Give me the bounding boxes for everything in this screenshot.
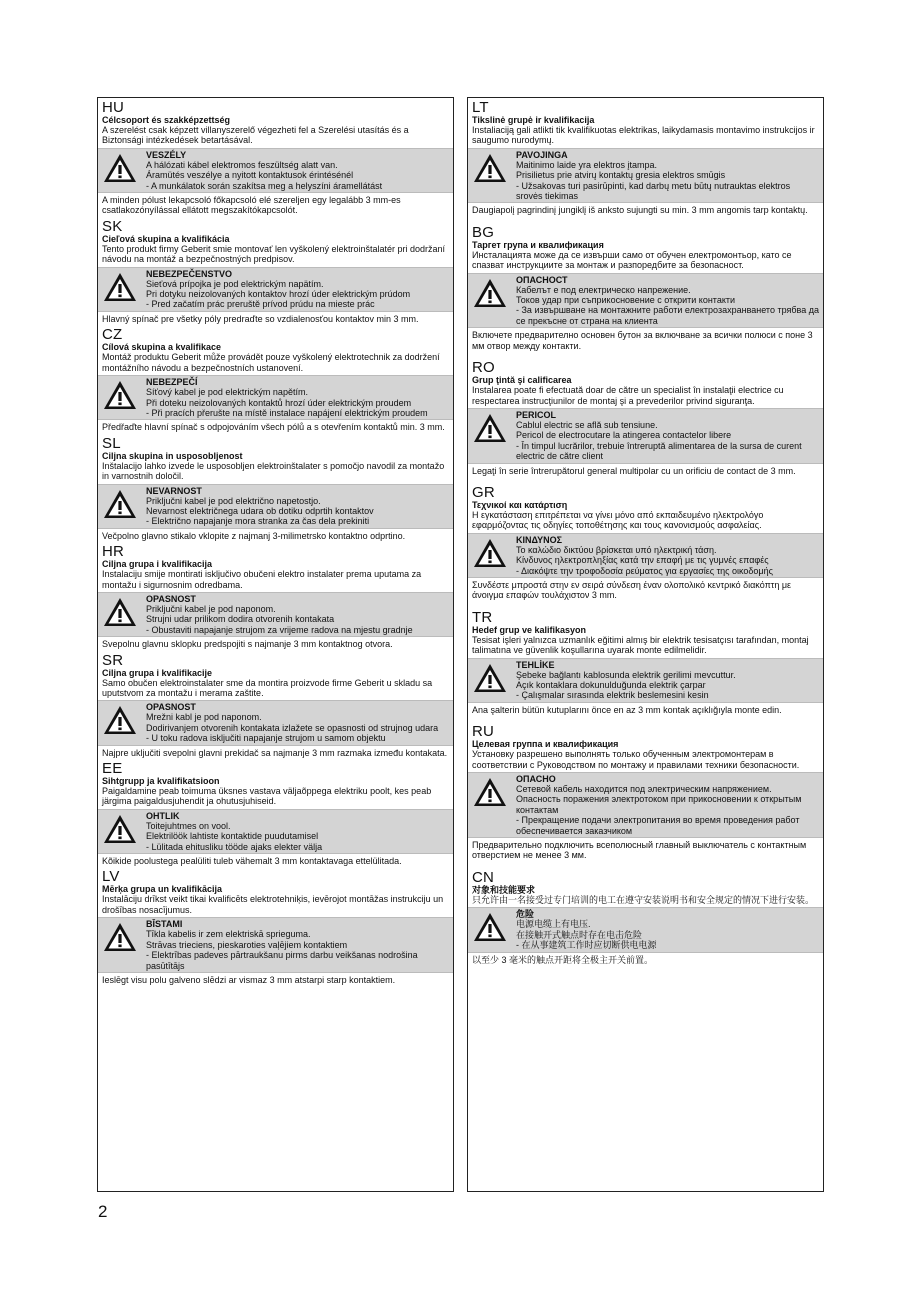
- section-intro: Instalaciju smije montirati isključivo obučeni elektro instalater prema uputama za montažu i sigurnosnim odredbama.: [102, 569, 422, 590]
- warning-title: OPASNOST: [146, 702, 196, 713]
- language-code: BG: [472, 223, 495, 241]
- warning-title: NEVARNOST: [146, 485, 202, 496]
- warning-triangle-icon: [102, 271, 138, 308]
- warning-line: Priključni kabel je pod električno napetostjo.: [146, 495, 321, 506]
- main-switch-note: Hlavný spínač pre všetky póly predraďte so vzdialenosťou kontaktov min 3 mm.: [102, 313, 419, 324]
- warning-box: [468, 658, 823, 703]
- warning-lines: [516, 784, 819, 836]
- warning-line: A hálózati kábel elektromos feszültség alatt van.: [146, 159, 338, 170]
- warning-lines: [146, 712, 449, 743]
- warning-title: 危险: [516, 909, 535, 920]
- warning-line: Áramütés veszélye a nyitott kontaktusok érintésénél: [146, 170, 354, 181]
- main-switch-note: Включете предварително основен бутон за включване за всички полюси с поне 3 мм отвор между контакти.: [472, 330, 813, 351]
- language-section: [98, 867, 453, 986]
- section-intro: Tento produkt firmy Geberit smie montovať len vyškolený elektroinštalatér pri dodržaní návodu na montáž a bezpečnostných predpisov.: [102, 243, 446, 265]
- section-intro: Instalāciju drīkst veikt tikai kvalificēts elektrotehniķis, ievērojot montāžas instrukciju un drošības nosacījumus.: [102, 894, 444, 915]
- language-section: [468, 223, 823, 352]
- language-code: RU: [472, 723, 495, 741]
- section-subtitle: Cieľová skupina a kvalifikácia: [102, 233, 230, 244]
- warning-box: [98, 148, 453, 193]
- language-code: LT: [472, 99, 489, 116]
- warning-line: Dodirivanjem otvorenih kontakata izlažete se opasnosti od strujnog udara: [146, 722, 439, 733]
- section-intro: Инсталацията може да се извърши само от обучен електромонтьор, като се спазват инструкциите за монтаж и разпоредбите за безопасност.: [472, 249, 792, 271]
- warning-triangle-icon: [102, 596, 138, 633]
- warning-line: Şebeke bağlantı kablosunda elektrik gerilimi mevcuttur.: [516, 669, 736, 680]
- section-subtitle: Grup ţintă şi calificarea: [472, 375, 572, 386]
- warning-title: TEHLİKE: [516, 659, 555, 670]
- language-section: [468, 98, 823, 217]
- warning-line: - Pred začatím prác preruště prívod prúdu na mieste prác: [146, 299, 375, 310]
- warning-box: [468, 772, 823, 838]
- warning-line: 电源电缆上有电压.: [516, 919, 591, 930]
- warning-title: ОПАСНО: [516, 774, 556, 785]
- warning-line: Κίνδυνος ηλεκτροπληξίας κατά την επαφή με τις γυμνές επαφές: [516, 555, 769, 566]
- warning-triangle-icon: [102, 704, 138, 741]
- warning-lines: [146, 387, 449, 418]
- section-subtitle: Sihtgrupp ja kvalifikatsioon: [102, 776, 220, 787]
- main-switch-note: Ana şalterin bütün kutuplarını önce en az 3 mm kontak açıklığıyla monte edin.: [472, 704, 782, 715]
- warning-box: [98, 700, 453, 745]
- warning-box: [98, 809, 453, 854]
- warning-triangle-icon: [472, 776, 508, 813]
- warning-triangle-icon: [472, 662, 508, 699]
- warning-line: Pri dotyku neizolovaných kontaktov hrozí úder elektrickým prúdom: [146, 289, 411, 300]
- language-section: [98, 542, 453, 650]
- section-subtitle: Tikslinė grupė ir kvalifikacija: [472, 115, 595, 125]
- warning-title: PERICOL: [516, 409, 557, 420]
- section-subtitle: Ciljna skupina in usposobljenost: [102, 450, 243, 461]
- warning-triangle-icon: [472, 277, 508, 314]
- warning-lines: [516, 160, 819, 202]
- language-code: CN: [472, 868, 495, 886]
- warning-line: Sieťová prípojka je pod elektrickým napätím.: [146, 278, 324, 289]
- language-code: SL: [102, 434, 121, 452]
- warning-box: [98, 267, 453, 312]
- warning-line: Токов удар при съприкосновение с открити контакти: [516, 295, 736, 306]
- section-intro: Inštalacijo lahko izvede le usposobljen elektroinštalater s pomočjo navodil za montažo in varnostnih določil.: [102, 460, 445, 482]
- warning-triangle-icon: [102, 813, 138, 850]
- section-subtitle: Célcsoport és szakképzettség: [102, 115, 231, 125]
- warning-box: [468, 148, 823, 204]
- language-code: RO: [472, 359, 495, 377]
- main-switch-note: A minden pólust lekapcsoló főkapcsoló elé szereljen egy legalább 3 mm-es csatlakozónyílással ellátott megszakítókapcsolót.: [102, 195, 401, 216]
- warning-lines: [146, 929, 449, 971]
- warning-line: - În timpul lucrărilor, trebuie întreruptă alimentarea de la sursa de curent electric de către client: [516, 440, 802, 462]
- warning-triangle-icon: [472, 152, 508, 189]
- language-code: TR: [472, 608, 493, 626]
- warning-lines: [516, 545, 819, 576]
- warning-line: Při doteku neizolovaných kontaktů hrozí úder elektrickým proudem: [146, 397, 412, 408]
- left-column: [97, 97, 454, 1192]
- language-section: [468, 358, 823, 477]
- section-intro: Tesisat işleri yalnızca uzmanlık eğitimi almış bir elektrik tesisatçısı tarafından, montaj talimatına ve güvenlik koşullarına uyarak monte edilmelidir.: [472, 634, 809, 656]
- section-intro: A szerelést csak képzett villanyszerelő végezheti fel a Szerelési utasítás és a Biztonsági intézkedések betartásával.: [102, 125, 409, 146]
- warning-line: Tīkla kabelis ir zem elektriskā sprieguma.: [146, 929, 311, 940]
- section-subtitle: 对象和技能要求: [472, 884, 536, 895]
- warning-line: - Διακόψτε την τροφοδοσία ρεύματος για εργασίες της οικοδομής: [516, 565, 773, 576]
- warning-box: [468, 273, 823, 329]
- warning-title: NEBEZPEČÍ: [146, 377, 198, 388]
- warning-lines: [146, 604, 449, 635]
- warning-line: 在接触开式触点时存在电击危险: [516, 929, 643, 940]
- warning-box: [98, 917, 453, 973]
- section-subtitle: Mērķa grupa un kvalifikācija: [102, 884, 223, 895]
- section-subtitle: Целевая группа и квалификация: [472, 739, 619, 750]
- warning-line: Cablul electric se află sub tensiune.: [516, 419, 658, 430]
- warning-lines: [516, 420, 819, 462]
- warning-title: VESZÉLY: [146, 149, 187, 160]
- page-number: 2: [98, 1202, 108, 1221]
- warning-line: - Obustaviti napajanje strujom za vrijeme radova na mjestu gradnje: [146, 624, 413, 635]
- language-code: GR: [472, 483, 495, 501]
- warning-line: Strāvas trieciens, pieskaroties vaļējiem kontaktiem: [146, 939, 348, 950]
- warning-title: OPASNOST: [146, 593, 196, 604]
- warning-lines: [146, 821, 449, 852]
- main-switch-note: Συνδέστε μπροστά στην εν σειρά σύνδεση έναν ολοπολικό κεντρικό διακόπτη με άνοιγμα επαφών τουλάχιστον 3 mm.: [472, 579, 792, 601]
- warning-line: - Při pracích přerušte na místě instalace napájení elektrickým proudem: [146, 407, 428, 418]
- section-subtitle: Таргет група и квалификация: [472, 239, 604, 250]
- main-switch-note: Kõikide poolustega pealüliti tuleb vähemalt 3 mm kontaktavaga ettelülitada.: [102, 856, 402, 867]
- warning-title: OHTLIK: [146, 810, 180, 821]
- warning-line: - Çalışmalar sırasında elektrik beslemesini kesin: [516, 690, 709, 701]
- warning-title: ОПАСНОСТ: [516, 274, 568, 285]
- language-section: [98, 217, 453, 325]
- section-subtitle: Hedef grup ve kalifikasyon: [472, 624, 587, 635]
- warning-box: [468, 408, 823, 464]
- warning-box: [98, 484, 453, 529]
- warning-line: Prisilietus prie atvirų kontaktų gresia elektros smūgis: [516, 170, 726, 181]
- language-section: [98, 651, 453, 759]
- warning-line: Strujni udar prilikom dodira otvorenih kontakata: [146, 614, 335, 625]
- main-switch-note: Najpre uključiti svepolni glavni prekidač sa najmanje 3 mm razmaka između kontakata.: [102, 747, 448, 758]
- main-switch-note: Daugiapolį pagrindinį jungiklį iš anksto sujungti su min. 3 mm angomis tarp kontaktų.: [472, 205, 808, 216]
- warning-line: Priključni kabel je pod naponom.: [146, 603, 276, 614]
- warning-triangle-icon: [102, 488, 138, 525]
- main-switch-note: 以至少 3 毫米的触点开距将全极主开关前置。: [472, 954, 654, 965]
- section-intro: Samo obučen elektroinstalater sme da montira proizvode firme Geberit u skladu sa uputstvom za montažu i merama zaštite.: [102, 677, 433, 698]
- warning-line: - U toku radova isključiti napajanje strujom u samom objektu: [146, 733, 386, 744]
- language-section: [98, 759, 453, 867]
- warning-line: - A munkálatok során szakítsa meg a helyszíni áramellátást: [146, 180, 383, 191]
- language-section: [468, 608, 823, 716]
- warning-line: Nevarnost električnega udara ob dotiku odprtih kontaktov: [146, 505, 374, 516]
- warning-line: - Užsakovas turi pasirūpinti, kad darbų metu būtų nutrauktas elektros srovės tiekimas: [516, 180, 791, 202]
- language-section: [98, 434, 453, 542]
- language-section: [98, 325, 453, 433]
- language-code: EE: [102, 760, 123, 778]
- language-code: CZ: [102, 326, 123, 344]
- warning-line: Το καλώδιο δικτύου βρίσκεται υπό ηλεκτρική τάση.: [516, 544, 717, 555]
- warning-triangle-icon: [472, 911, 508, 948]
- warning-triangle-icon: [472, 412, 508, 449]
- section-intro: Instalarea poate fi efectuată doar de către un specialist în instalaţii electrice cu respectarea instrucţiunilor de montaj şi a prevederilor privind siguranţa.: [472, 385, 784, 406]
- warning-line: Mrežni kabl je pod naponom.: [146, 712, 262, 723]
- section-intro: Η εγκατάσταση επιτρέπεται να γίνει μόνο από εκπαιδευμένο ηλεκτρολόγο εφαρμόζοντας τις οδηγίες τοποθέτησης και τους κανονισμούς ασφαλείας.: [472, 509, 764, 531]
- warning-box: [468, 907, 823, 952]
- warning-triangle-icon: [102, 152, 138, 189]
- warning-line: Elektrilöök lahtiste kontaktide puudutamisel: [146, 831, 319, 842]
- language-code: SR: [102, 651, 124, 669]
- section-intro: 只允许由一名接受过专门培训的电工在遵守安装说明书和安全规定的情况下进行安装。: [472, 894, 815, 905]
- section-subtitle: Ciljna grupa i kvalifikacije: [102, 667, 213, 678]
- main-switch-note: Předřaďte hlavní spínač s odpojováním všech pólů a s otevřením kontaktů min. 3 mm.: [102, 422, 445, 433]
- warning-triangle-icon: [472, 537, 508, 574]
- language-section: [468, 483, 823, 602]
- language-code: SK: [102, 217, 123, 235]
- right-column: [467, 97, 824, 1192]
- section-subtitle: Τεχνικοί και κατάρτιση: [472, 499, 568, 510]
- warning-line: - Elektrības padeves pārtraukšanu pirms darbu veikšanas nodrošina pasūtītājs: [146, 950, 418, 971]
- warning-line: Сетевой кабель находится под электрическим напряжением.: [516, 784, 772, 795]
- warning-lines: [516, 285, 819, 327]
- warning-title: BĪSTAMI: [146, 919, 183, 930]
- warning-title: PAVOJINGA: [516, 149, 568, 160]
- warning-line: - Прекращение подачи электропитания во время проведения работ обеспечивается заказчиком: [516, 815, 800, 836]
- warning-line: - Lülitada ehitusliku tööde ajaks elekter välja: [146, 841, 323, 852]
- warning-lines: [146, 496, 449, 527]
- warning-line: Кабелът е под електрическо напрежение.: [516, 284, 691, 295]
- section-intro: Instaliaciją gali atlikti tik kvalifikuotas elektrikas, laikydamasis montavimo instrukcijos ir saugumo nurodymų.: [472, 125, 815, 146]
- main-switch-note: Večpolno glavno stikalo vklopite z najmanj 3-milimetrsko kontaktno odprtino.: [102, 530, 406, 541]
- section-intro: Montáž produktu Geberit může provádět pouze vyškolený elektrotechnik za dodržení montážního návodu a bezpečnostních ustanovení.: [102, 352, 440, 373]
- language-section: [468, 868, 823, 966]
- language-code: LV: [102, 868, 120, 886]
- warning-box: [98, 375, 453, 420]
- section-subtitle: Ciljna grupa i kvalifikacija: [102, 559, 213, 570]
- warning-box: [98, 592, 453, 637]
- warning-line: - Električno napajanje mora stranka za čas dela prekiniti: [146, 516, 370, 527]
- warning-box: [468, 533, 823, 578]
- language-section: [468, 722, 823, 862]
- warning-line: - 在从事建筑工作时应切断供电电源: [516, 940, 657, 951]
- section-intro: Paigaldamine peab toimuma üksnes vastava väljaõppega elektriku poolt, kes peab järgima paigaldusjuhendit ja ohutusjuhiseid.: [102, 786, 432, 807]
- warning-lines: [516, 670, 819, 701]
- warning-line: Açık kontaklara dokunulduğunda elektrik çarpar: [516, 680, 706, 690]
- main-switch-note: Svepolnu glavnu sklopku predspojiti s najmanje 3 mm kontaktnog otvora.: [102, 639, 393, 650]
- warning-line: Síťový kabel je pod elektrickým napětím.: [146, 387, 308, 398]
- language-section: [98, 98, 453, 217]
- section-intro: Установку разрешено выполнять только обученным электромонтерам в соответствии с Руководством по монтажу и правилами техники безопасности.: [472, 749, 800, 770]
- warning-line: - За извършване на монтажните работи електрозахранването трябва да се прекъсне от страна на клиента: [516, 305, 819, 326]
- warning-lines: [146, 279, 449, 310]
- warning-triangle-icon: [102, 921, 138, 958]
- warning-lines: [516, 919, 819, 950]
- language-code: HU: [102, 99, 125, 116]
- warning-triangle-icon: [102, 379, 138, 416]
- warning-title: ΚΙΝΔΥΝΟΣ: [516, 534, 563, 545]
- main-switch-note: Предварительно подключить всеполюсный главный выключатель с контактным отверстием не менее 3 мм.: [472, 840, 807, 861]
- warning-line: Maitinimo laide yra elektros įtampa.: [516, 159, 658, 170]
- warning-title: NEBEZPEČENSTVO: [146, 268, 233, 279]
- warning-line: Опасность поражения электротоком при прикосновении к открытым контактам: [516, 794, 802, 815]
- language-code: HR: [102, 543, 125, 561]
- main-switch-note: Legaţi în serie întrerupătorul general multipolar cu un orificiu de contact de 3 mm.: [472, 465, 796, 476]
- warning-line: Pericol de electrocutare la atingerea contactelor libere: [516, 430, 732, 441]
- warning-lines: [146, 160, 449, 191]
- warning-line: Toitejuhtmes on vool.: [146, 820, 231, 831]
- main-switch-note: Ieslēgt visu polu galveno slēdzi ar vismaz 3 mm atstarpi starp kontaktiem.: [102, 974, 396, 985]
- section-subtitle: Cílová skupina a kvalifikace: [102, 342, 222, 353]
